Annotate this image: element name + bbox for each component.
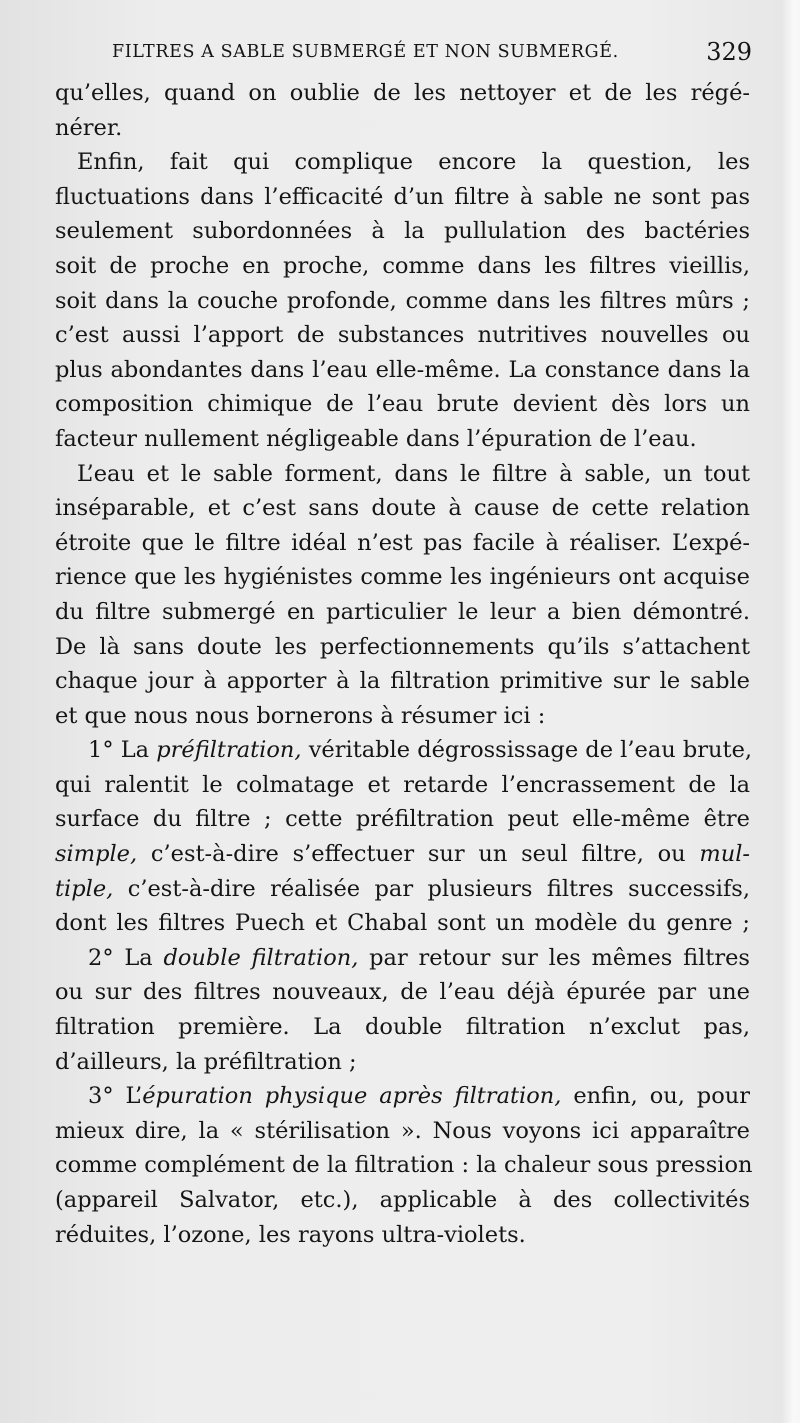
text-run: enfin, ou, pour [561, 1083, 750, 1110]
text-line: rience que les hygiénistes comme les ingénieurs ont acquise [55, 564, 750, 591]
text-run: c’est-à-dire réalisée par plusieurs filtres successifs, [113, 875, 750, 902]
text-line: filtration première. La double filtration n’exclut pas, [55, 1014, 750, 1041]
text-line: fluctuations dans l’efficacité d’un filtre à sable ne sont pas [55, 183, 750, 210]
text-line: surface du filtre ; cette préfiltration peut elle-même être [55, 806, 750, 833]
text-line: étroite que le filtre idéal n’est pas facile à réaliser. L’expé- [55, 529, 750, 556]
text-line [55, 837, 750, 872]
text-line: du filtre submergé en particulier le leur a bien démontré. [55, 598, 750, 625]
emphasis-run: préfiltration, [156, 737, 302, 764]
text-line: dont les filtres Puech et Chabal sont un modèle du genre ; [55, 910, 750, 937]
text-run: 2° La [88, 944, 164, 971]
text-line: Enfin, fait qui complique encore la question, les [77, 149, 750, 176]
text-line: De là sans doute les perfectionnements qu’ils s’attachent [55, 633, 750, 660]
text-line: nérer. [55, 114, 123, 141]
text-line: facteur nullement négligeable dans l’épuration de l’eau. [55, 425, 697, 452]
text-line [55, 733, 753, 768]
text-line: c’est aussi l’apport de substances nutritives nouvelles ou [55, 322, 750, 349]
text-line: comme complément de la filtration : la chaleur sous pression [55, 1152, 753, 1179]
text-line: soit de proche en proche, comme dans les filtres vieillis, [55, 252, 750, 279]
running-head: FILTRES A SABLE SUBMERGÉ ET NON SUBMERGÉ. [112, 42, 619, 62]
text-line: chaque jour à apporter à la filtration primitive sur le sable [55, 668, 750, 695]
text-line: L’eau et le sable forment, dans le filtre à sable, un tout [77, 460, 750, 487]
page-header [112, 38, 752, 72]
emphasis-run: simple, [55, 841, 138, 868]
emphasis-run: tiple, [55, 875, 114, 902]
emphasis-run: épuration physique après filtration, [142, 1083, 562, 1110]
emphasis-run: mul- [699, 841, 750, 868]
text-line: soit dans la couche profonde, comme dans les filtres mûrs ; [55, 287, 750, 314]
body-text [55, 76, 753, 1252]
text-line: plus abondantes dans l’eau elle-même. La constance dans la [55, 356, 750, 383]
text-run: par retour sur les mêmes filtres [358, 944, 750, 971]
text-run: 1° La [88, 737, 157, 764]
text-line [55, 1079, 750, 1114]
text-line [55, 941, 750, 976]
text-line: ou sur des filtres nouveaux, de l’eau déjà épurée par une [55, 979, 750, 1006]
text-line: qui ralentit le colmatage et retarde l’encrassement de la [55, 771, 750, 798]
emphasis-run: double filtration, [163, 944, 359, 971]
text-line: mieux dire, la « stérilisation ». Nous voyons ici apparaître [55, 1117, 750, 1144]
text-line: réduites, l’ozone, les rayons ultra-violets. [55, 1221, 526, 1248]
text-line [55, 872, 750, 907]
text-run: véritable dégrossissage de l’eau brute, [301, 737, 753, 764]
text-line: et que nous nous bornerons à résumer ici : [55, 702, 546, 729]
page-number: 329 [706, 38, 752, 66]
text-line: inséparable, et c’est sans doute à cause de cette relation [55, 495, 750, 522]
text-line: qu’elles, quand on oublie de les nettoyer et de les régé- [55, 80, 750, 106]
text-line: d’ailleurs, la préfiltration ; [55, 1048, 357, 1075]
text-run: 3° L’ [88, 1083, 143, 1110]
text-run: c’est-à-dire s’effectuer sur un seul filtre, ou [137, 841, 700, 868]
page-edge [782, 0, 800, 1423]
text-line: composition chimique de l’eau brute devient dès lors un [55, 391, 750, 418]
text-line: (appareil Salvator, etc.), applicable à des collectivités [55, 1187, 750, 1213]
text-line: seulement subordonnées à la pullulation des bactéries [55, 218, 750, 245]
